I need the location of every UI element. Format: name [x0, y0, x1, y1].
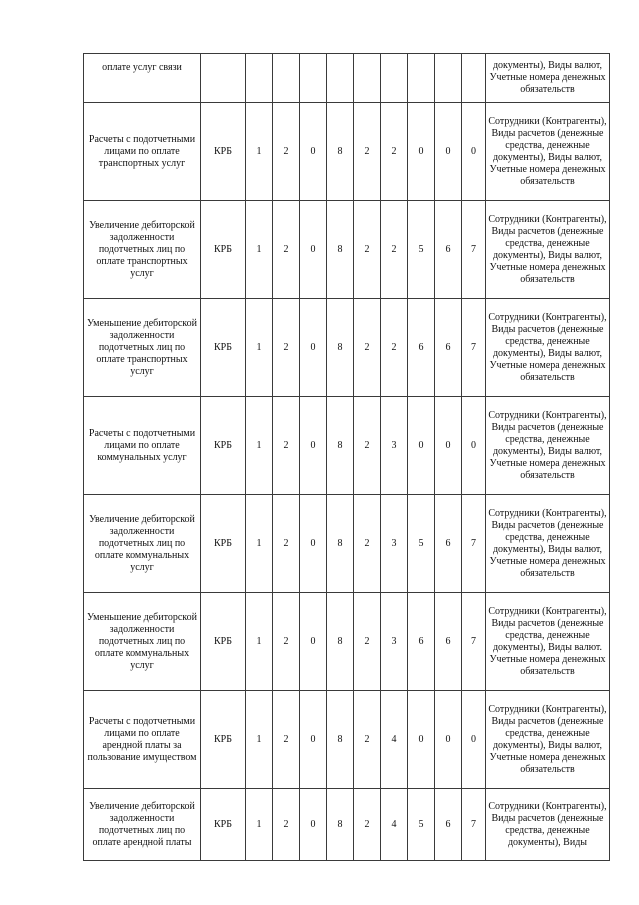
account-digit-cell: 2 — [354, 789, 381, 861]
table-row — [84, 54, 610, 103]
account-digit-cell: 3 — [381, 397, 408, 495]
account-digit-cell: 1 — [246, 201, 273, 299]
account-name-cell: Увеличение дебиторской задолженности подотчетных лиц по оплате коммунальных услуг — [84, 495, 201, 593]
account-digit-cell: 8 — [327, 691, 354, 789]
account-digit-cell — [354, 54, 381, 103]
account-digit-cell: 0 — [300, 691, 327, 789]
account-digit-cell — [435, 54, 462, 103]
account-digit-cell: 8 — [327, 299, 354, 397]
account-digit-cell: 6 — [435, 593, 462, 691]
account-digit-cell: 2 — [354, 299, 381, 397]
budget-code-cell: КРБ — [201, 397, 246, 495]
budget-code-cell: КРБ — [201, 201, 246, 299]
table-row — [84, 103, 610, 201]
account-digit-cell: 7 — [462, 593, 486, 691]
budget-code-cell: КРБ — [201, 593, 246, 691]
account-digit-cell — [408, 54, 435, 103]
account-digit-cell: 6 — [435, 495, 462, 593]
table-row — [84, 397, 610, 495]
account-digit-cell: 0 — [300, 299, 327, 397]
account-digit-cell: 7 — [462, 495, 486, 593]
account-digit-cell: 2 — [354, 593, 381, 691]
account-digit-cell: 1 — [246, 691, 273, 789]
account-digit-cell — [462, 54, 486, 103]
account-digit-cell: 1 — [246, 397, 273, 495]
budget-code-cell: КРБ — [201, 789, 246, 861]
analytics-cell: Сотрудники (Контрагенты), Виды расчетов (денежные средства, денежные документы), Виды валют, Учетные номера денежных обязательств — [486, 397, 610, 495]
account-digit-cell: 2 — [273, 495, 300, 593]
account-digit-cell: 5 — [408, 495, 435, 593]
account-digit-cell: 2 — [273, 397, 300, 495]
account-digit-cell: 8 — [327, 103, 354, 201]
account-name-cell: Увеличение дебиторской задолженности подотчетных лиц по оплате арендной платы — [84, 789, 201, 861]
account-digit-cell: 0 — [462, 103, 486, 201]
account-digit-cell: 7 — [462, 299, 486, 397]
account-digit-cell: 2 — [273, 103, 300, 201]
table-row — [84, 593, 610, 691]
account-digit-cell — [246, 54, 273, 103]
account-digit-cell: 7 — [462, 789, 486, 861]
account-digit-cell: 2 — [273, 691, 300, 789]
account-digit-cell: 2 — [273, 789, 300, 861]
account-digit-cell: 0 — [300, 103, 327, 201]
account-digit-cell: 0 — [408, 691, 435, 789]
account-name-cell: Расчеты с подотчетными лицами по оплате арендной платы за пользование имуществом — [84, 691, 201, 789]
account-digit-cell: 0 — [408, 103, 435, 201]
account-digit-cell: 0 — [435, 397, 462, 495]
account-name-cell: Увеличение дебиторской задолженности подотчетных лиц по оплате транспортных услуг — [84, 201, 201, 299]
account-digit-cell: 1 — [246, 495, 273, 593]
account-digit-cell: 2 — [273, 201, 300, 299]
account-digit-cell: 2 — [381, 103, 408, 201]
account-digit-cell: 3 — [381, 593, 408, 691]
account-name-cell: Расчеты с подотчетными лицами по оплате коммунальных услуг — [84, 397, 201, 495]
analytics-cell: Сотрудники (Контрагенты), Виды расчетов (денежные средства, денежные документы), Виды валют. Учетные номера денежных обязательств — [486, 593, 610, 691]
account-digit-cell: 0 — [300, 789, 327, 861]
account-digit-cell — [381, 54, 408, 103]
account-digit-cell: 1 — [246, 789, 273, 861]
account-digit-cell: 0 — [300, 397, 327, 495]
account-digit-cell — [300, 54, 327, 103]
account-name-cell: Уменьшение дебиторской задолженности подотчетных лиц по оплате транспортных услуг — [84, 299, 201, 397]
account-digit-cell: 6 — [435, 789, 462, 861]
account-digit-cell: 1 — [246, 103, 273, 201]
analytics-cell: Сотрудники (Контрагенты), Виды расчетов (денежные средства, денежные документы), Виды валют, Учетные номера денежных обязательств — [486, 103, 610, 201]
account-digit-cell: 3 — [381, 495, 408, 593]
table-row — [84, 691, 610, 789]
account-digit-cell: 8 — [327, 397, 354, 495]
account-name-cell: Расчеты с подотчетными лицами по оплате транспортных услуг — [84, 103, 201, 201]
account-digit-cell: 0 — [435, 691, 462, 789]
account-digit-cell: 4 — [381, 691, 408, 789]
account-digit-cell: 6 — [435, 299, 462, 397]
analytics-cell: Сотрудники (Контрагенты), Виды расчетов (денежные средства, денежные документы), Виды валют, Учетные номера денежных обязательств — [486, 495, 610, 593]
account-name-cell: Уменьшение дебиторской задолженности подотчетных лиц по оплате коммунальных услуг — [84, 593, 201, 691]
account-digit-cell: 2 — [354, 103, 381, 201]
budget-code-cell: КРБ — [201, 691, 246, 789]
account-digit-cell: 5 — [408, 789, 435, 861]
budget-code-cell — [201, 54, 246, 103]
account-digit-cell: 1 — [246, 593, 273, 691]
analytics-cell: Сотрудники (Контрагенты), Виды расчетов (денежные средства, денежные документы), Виды валют, Учетные номера денежных обязательств — [486, 201, 610, 299]
account-digit-cell: 8 — [327, 201, 354, 299]
account-digit-cell: 1 — [246, 299, 273, 397]
account-digit-cell: 8 — [327, 789, 354, 861]
account-digit-cell: 0 — [300, 201, 327, 299]
analytics-cell: Сотрудники (Контрагенты), Виды расчетов (денежные средства, денежные документы), Виды валют, Учетные номера денежных обязательств — [486, 299, 610, 397]
account-digit-cell: 7 — [462, 201, 486, 299]
account-digit-cell: 2 — [354, 201, 381, 299]
account-digit-cell: 6 — [435, 201, 462, 299]
account-digit-cell: 2 — [273, 299, 300, 397]
table-body — [84, 54, 610, 861]
table-row — [84, 789, 610, 861]
account-digit-cell — [327, 54, 354, 103]
analytics-cell: Сотрудники (Контрагенты), Виды расчетов (денежные средства, денежные документы), Виды валют, Учетные номера денежных обязательств — [486, 691, 610, 789]
analytics-cell: документы), Виды валют, Учетные номера денежных обязательств — [486, 54, 610, 103]
account-digit-cell: 2 — [381, 299, 408, 397]
account-digit-cell: 6 — [408, 593, 435, 691]
table-row — [84, 495, 610, 593]
account-digit-cell: 4 — [381, 789, 408, 861]
account-digit-cell: 2 — [354, 691, 381, 789]
account-digit-cell: 2 — [354, 495, 381, 593]
analytics-cell: Сотрудники (Контрагенты), Виды расчетов (денежные средства, денежные документы), Виды — [486, 789, 610, 861]
account-digit-cell: 0 — [462, 691, 486, 789]
account-digit-cell — [273, 54, 300, 103]
account-digit-cell: 0 — [435, 103, 462, 201]
table-row — [84, 299, 610, 397]
budget-code-cell: КРБ — [201, 103, 246, 201]
account-digit-cell: 2 — [354, 397, 381, 495]
account-digit-cell: 8 — [327, 495, 354, 593]
account-digit-cell: 2 — [381, 201, 408, 299]
budget-code-cell: КРБ — [201, 299, 246, 397]
account-digit-cell: 0 — [300, 593, 327, 691]
budget-code-cell: КРБ — [201, 495, 246, 593]
accounts-table — [83, 53, 610, 861]
account-digit-cell: 0 — [462, 397, 486, 495]
table-row — [84, 201, 610, 299]
account-name-cell: оплате услуг связи — [84, 54, 201, 103]
account-digit-cell: 0 — [408, 397, 435, 495]
account-digit-cell: 5 — [408, 201, 435, 299]
account-digit-cell: 8 — [327, 593, 354, 691]
account-digit-cell: 2 — [273, 593, 300, 691]
account-digit-cell: 6 — [408, 299, 435, 397]
account-digit-cell: 0 — [300, 495, 327, 593]
